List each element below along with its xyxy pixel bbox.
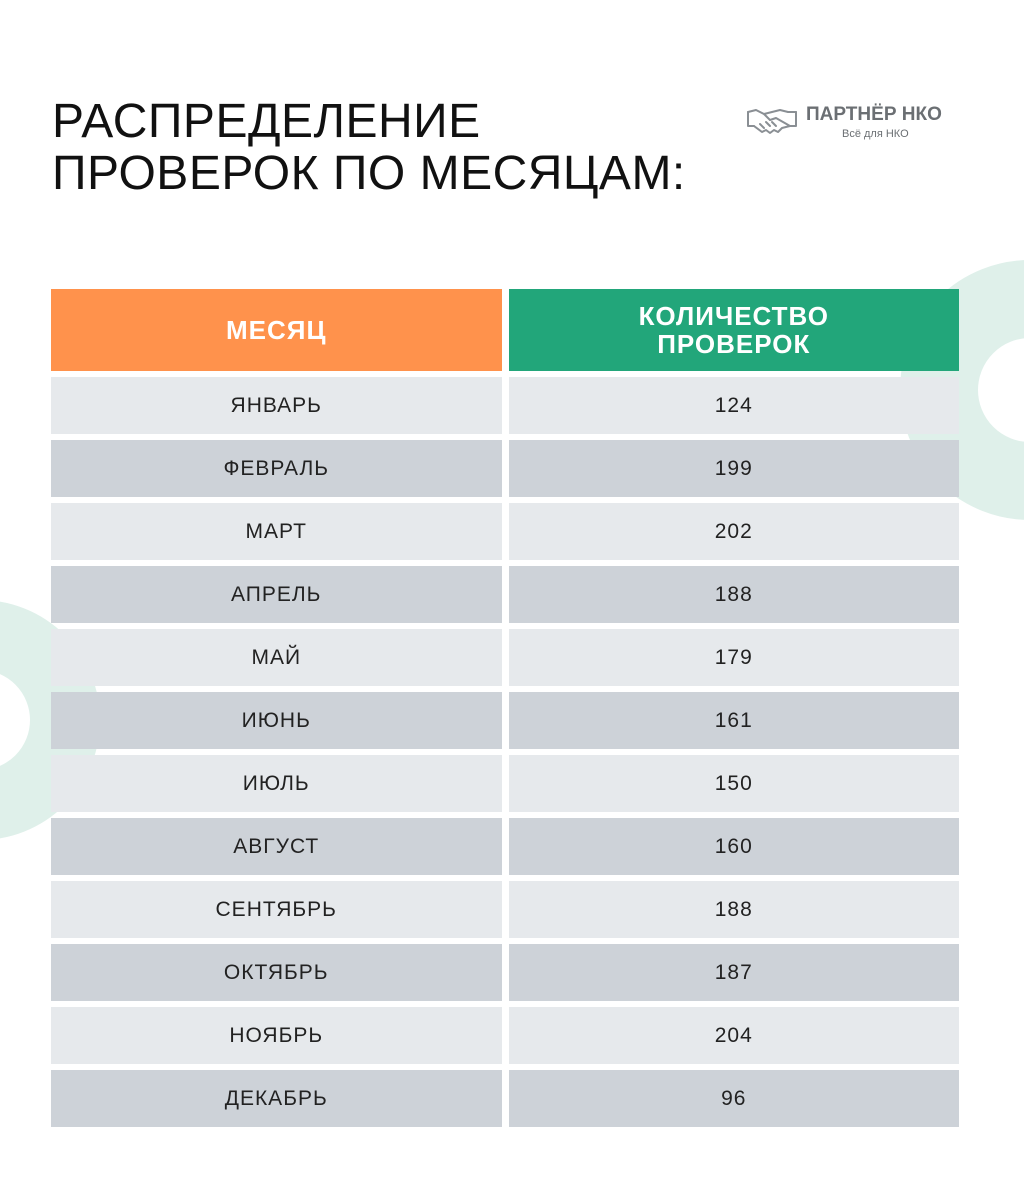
- cell-month: МАРТ: [51, 503, 502, 560]
- cell-count: 187: [509, 944, 960, 1001]
- cell-month: ФЕВРАЛЬ: [51, 440, 502, 497]
- table-row: [51, 881, 959, 938]
- cell-month: ИЮНЬ: [51, 692, 502, 749]
- logo-name: ПАРТНЁР НКО: [806, 104, 942, 125]
- logo: [746, 100, 966, 150]
- cell-count: 161: [509, 692, 960, 749]
- cell-count: 199: [509, 440, 960, 497]
- cell-count: 188: [509, 566, 960, 623]
- cell-month: АВГУСТ: [51, 818, 502, 875]
- logo-tagline: Всё для НКО: [842, 128, 909, 140]
- title-line-2: ПРОВЕРОК ПО МЕСЯЦАМ:: [52, 147, 686, 200]
- cell-count: 150: [509, 755, 960, 812]
- cell-count: 160: [509, 818, 960, 875]
- cell-month: МАЙ: [51, 629, 502, 686]
- table-row: [51, 440, 959, 497]
- table-row: [51, 1007, 959, 1064]
- table-row: [51, 944, 959, 1001]
- inspections-table: [44, 283, 966, 1133]
- cell-count: 179: [509, 629, 960, 686]
- table-body: [51, 377, 959, 1127]
- table-row: [51, 755, 959, 812]
- header-count: КОЛИЧЕСТВО ПРОВЕРОК: [509, 289, 960, 371]
- cell-count: 188: [509, 881, 960, 938]
- table-row: [51, 377, 959, 434]
- cell-month: НОЯБРЬ: [51, 1007, 502, 1064]
- cell-count: 204: [509, 1007, 960, 1064]
- cell-month: ОКТЯБРЬ: [51, 944, 502, 1001]
- table-row: [51, 1070, 959, 1127]
- cell-count: 124: [509, 377, 960, 434]
- cell-month: ИЮЛЬ: [51, 755, 502, 812]
- cell-count: 96: [509, 1070, 960, 1127]
- table-row: [51, 629, 959, 686]
- table-row: [51, 692, 959, 749]
- table-header-row: [51, 289, 959, 371]
- cell-month: СЕНТЯБРЬ: [51, 881, 502, 938]
- page-title: [52, 96, 732, 200]
- table-row: [51, 818, 959, 875]
- title-line-1: РАСПРЕДЕЛЕНИЕ: [52, 95, 481, 148]
- table-row: [51, 503, 959, 560]
- cell-month: ЯНВАРЬ: [51, 377, 502, 434]
- cell-count: 202: [509, 503, 960, 560]
- cell-month: ДЕКАБРЬ: [51, 1070, 502, 1127]
- table-row: [51, 566, 959, 623]
- cell-month: АПРЕЛЬ: [51, 566, 502, 623]
- handshake-icon: [746, 104, 798, 136]
- header-month: МЕСЯЦ: [51, 289, 502, 371]
